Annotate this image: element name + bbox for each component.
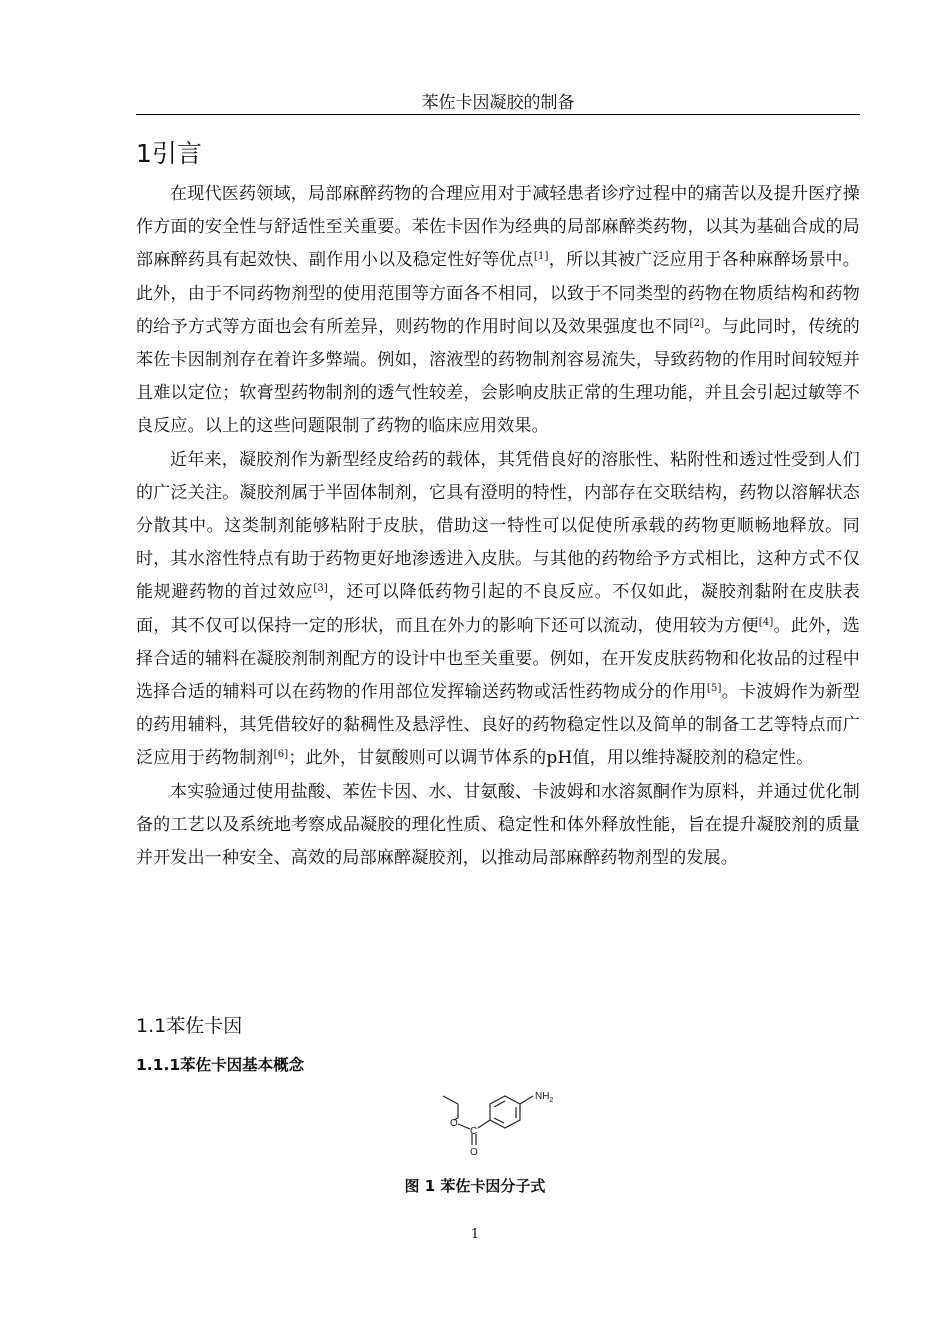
paragraph-text: 在现代医药领域，局部麻醉药物的合理应用对于减轻患者诊疗过程中的痛苦以及提升医疗操作方面的安全性与舒适性至关重要。苯佐卡因作为经典的局部麻醉类药物，以其为基础合成的局部麻醉药具有起效快、副作用小以及稳定性好等优点 <box>136 184 860 271</box>
subsection-heading-benzocaine: 1.1苯佐卡因 <box>136 1015 243 1037</box>
citation-superscript: [3] <box>313 583 329 595</box>
citation-superscript: [4] <box>758 616 774 628</box>
atom-label-amine: $NH_2$ <box>535 1091 554 1104</box>
body-paragraph <box>136 776 860 876</box>
paragraph-text: 本实验通过使用盐酸、苯佐卡因、水、甘氨酸、卡波姆和水溶氮酮作为原料，并通过优化制备的工艺以及系统地考察成品凝胶的理化性质、稳定性和体外释放性能，旨在提升凝胶剂的质量并开发出一种安全、高效的局部麻醉凝胶剂，以推动局部麻醉药物剂型的发展。 <box>136 781 860 869</box>
paragraph-text: ，还可以降低药物引起的不良反应。不仅如此，凝胶剂黏附在皮肤表面，其不仅可以保持一定的形状，而且在外力的影响下还可以流动，使用较为方便 <box>136 582 861 636</box>
citation-superscript: [6] <box>273 749 289 761</box>
body-text <box>136 178 860 875</box>
paragraph-text: 。卡波姆作为新型的药用辅料，其凭借较好的黏稠性及悬浮性、良好的药物稳定性以及简单的制备工艺等特点而广泛应用于药物制剂 <box>136 682 860 769</box>
body-paragraph <box>136 178 860 444</box>
body-paragraph <box>136 444 860 776</box>
header-rule <box>136 114 860 115</box>
citation-superscript: [5] <box>706 683 722 695</box>
paragraph-text: ；此外，甘氨酸则可以调节体系的pH值，用以维持凝胶剂的稳定性。 <box>288 748 814 769</box>
page-number: 1 <box>470 1227 480 1242</box>
citation-superscript: [2] <box>689 317 705 329</box>
running-header: 苯佐卡因凝胶的制备 <box>421 93 575 113</box>
paragraph-text: 。此外，选择合适的辅料在凝胶剂制剂配方的设计中也至关重要。例如，在开发皮肤药物和化妆品的过程中选择合适的辅料可以在药物的作用部位发挥输送药物或活性药物成分的作用 <box>136 615 861 703</box>
section-heading-introduction: 1引言 <box>136 139 202 168</box>
atom-label-ester-oxygen: O <box>450 1118 458 1129</box>
subsubsection-heading-basic-concept: 1.1.1苯佐卡因基本概念 <box>136 1056 305 1074</box>
paragraph-text: ，所以其被广泛应用于各种麻醉场景中。此外，由于不同药物剂型的使用范围等方面各不相同，以致于不同类型的药物在物质结构和药物的给予方式等方面也会有所差异，则药物的作用时间以及效果强度也不同 <box>136 250 860 337</box>
paragraph-text: 。与此同时，传统的苯佐卡因制剂存在着许多弊端。例如，溶液型的药物制剂容易流失，导致药物的作用时间较短并且难以定位；软膏型药物制剂的透气性较差，会影响皮肤正常的生理功能，并且会引起过敏等不良反应。以上的这些问题限制了药物的临床应用效果。 <box>136 316 860 437</box>
atom-label-carbonyl-carbon: C <box>470 1126 478 1137</box>
paragraph-text: 近年来，凝胶剂作为新型经皮给药的载体，其凭借良好的溶胀性、粘附性和透过性受到人们的广泛关注。凝胶剂属于半固体制剂，它具有澄明的特性，内部存在交联结构，药物以溶解状态分散其中。这类制剂能够粘附于皮肤，借助这一特性可以促使所承载的药物更顺畅地释放。同时，其水溶性特点有助于药物更好地渗透进入皮肤。与其他的药物给予方式相比，这种方式不仅能规避药物的首过效应 <box>136 449 860 603</box>
atom-label-carbonyl-oxygen: O <box>470 1147 478 1158</box>
citation-superscript: [1] <box>533 251 549 263</box>
benzocaine-structure-figure <box>425 1082 575 1167</box>
figure-caption: 图 1 苯佐卡因分子式 <box>404 1177 546 1195</box>
